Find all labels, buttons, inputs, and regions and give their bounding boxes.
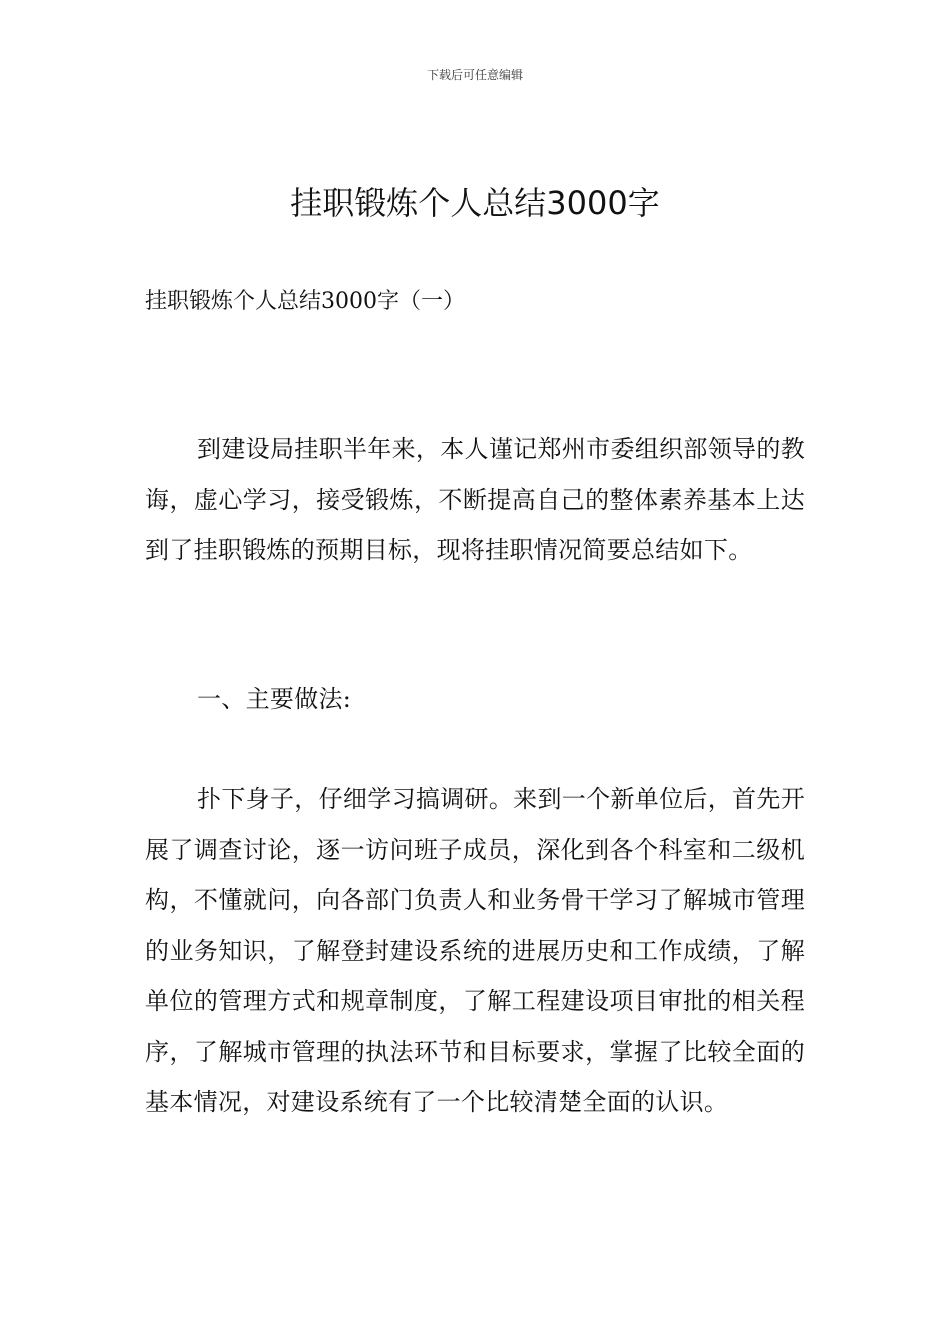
section-heading-main-methods: 一、主要做法:	[197, 685, 352, 713]
header-note: 下载后可任意编辑	[426, 68, 523, 82]
paragraph-intro: 到建设局挂职半年来，本人谨记郑州市委组织部领导的教诲，虚心学习，接受锻炼，不断提高自己的整体素养基本上达到了挂职锻炼的预期目标，现将挂职情况简要总结如下。	[145, 435, 805, 564]
document-title: 挂职锻炼个人总结3000字	[290, 184, 660, 222]
section-subtitle: 挂职锻炼个人总结3000字（一）	[145, 289, 465, 314]
paragraph-study-research: 扑下身子，仔细学习搞调研。来到一个新单位后，首先开展了调查讨论，逐一访问班子成员，深化到各个科室和二级机构，不懂就问，向各部门负责人和业务骨干学习了解城市管理的业务知识，了解登封建设系统的进展历史和工作成绩，了解单位的管理方式和规章制度，了解工程建设项目审批的相关程序，了解城市管理的执法环节和目标要求，掌握了比较全面的基本情况，对建设系统有了一个比较清楚全面的认识。	[145, 785, 805, 1116]
